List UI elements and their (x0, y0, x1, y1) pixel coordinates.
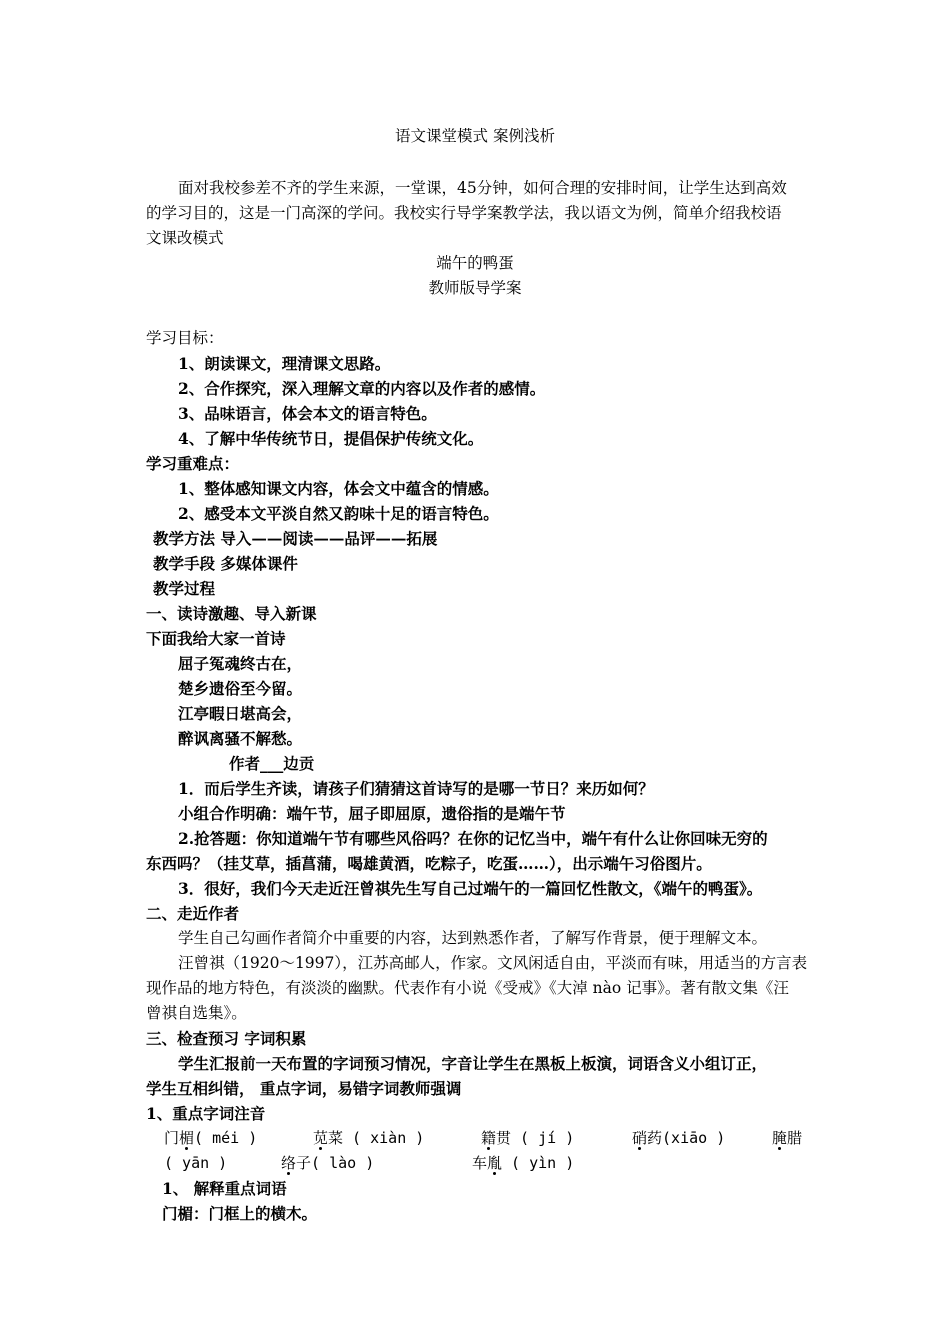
pinyin-reading: ( méi ) (194, 1129, 258, 1147)
goal-item: 3、品味语言，体会本文的语言特色。 (178, 404, 437, 423)
section-2-line: 学生自己勾画作者简介中重要的内容，达到熟悉作者，了解写作背景，便于理解文本。 (178, 929, 768, 947)
pinyin-item-xiancai (313, 1126, 424, 1151)
section-2-line: 汪曾祺（1920～1997），江苏高邮人，作家。文风闲适自由，平淡而有味，用适当的方言表 (178, 954, 808, 972)
pinyin-reading: 腊 (787, 1129, 803, 1147)
pinyin-item-cheyin (472, 1151, 574, 1176)
pinyin-char: 车 (472, 1154, 488, 1172)
explain-line: 门楣：门框上的横木。 (162, 1204, 318, 1223)
section-1-item: 小组合作明确：端午节，屈子即屈原，遗俗指的是端午节 (178, 804, 566, 823)
goals-heading: 学习目标： (146, 329, 224, 347)
teaching-process: 教学过程 (153, 579, 216, 598)
emphasis-dot (287, 1172, 290, 1175)
pinyin-item-jiguan (481, 1126, 574, 1151)
poem-author: 作者___边贡 (229, 754, 315, 773)
pinyin-item-yan-reading: ( yān ) (164, 1154, 228, 1172)
poem-line: 屈子冤魂终古在， (178, 654, 303, 673)
section-3-heading: 三、检查预习 字词积累 (146, 1029, 307, 1048)
pinyin-reading: 贯 ( jí ) (496, 1129, 575, 1147)
poem-line: 醉讽离骚不解愁。 (178, 729, 303, 748)
pinyin-reading: 菜 ( xiàn ) (328, 1129, 425, 1147)
subsection-pronunciation-heading: 1、重点字词注音 (146, 1104, 266, 1123)
teaching-means: 教学手段 多媒体课件 (153, 554, 298, 573)
document-title: 语文课堂模式 案例浅析 (395, 127, 555, 145)
section-1-item: 1．而后学生齐读，请孩子们猜猜这首诗写的是哪一节日？来历如何？ (178, 779, 654, 798)
pinyin-item-yanla (772, 1126, 802, 1151)
pinyin-reading: ( yìn ) (502, 1154, 575, 1172)
pinyin-reading: 子( lào ) (296, 1154, 375, 1172)
section-1-item: 东西吗？（挂艾草，插菖蒲，喝雄黄酒，吃粽子，吃蛋……），出示端午习俗图片。 (146, 854, 712, 873)
section-2-line: 现作品的地方特色，有淡淡的幽默。代表作有小说《受戒》《大淖 nào 记事》。著有散文集《汪 (146, 979, 789, 997)
emphasis-dot (638, 1147, 641, 1150)
intro-line-1: 面对我校参差不齐的学生来源，一堂课，45分钟，如何合理的安排时间，让学生达到高效 (178, 179, 787, 197)
pinyin-dotted-char: 胤 (487, 1154, 503, 1172)
pinyin-dotted-char: 硝 (632, 1129, 648, 1147)
subsection-explain-heading: 1、 解释重点词语 (162, 1179, 287, 1198)
goal-item: 1、朗读课文，理清课文思路。 (178, 354, 391, 373)
emphasis-dot (493, 1172, 496, 1175)
key-point: 2、感受本文平淡自然又韵味十足的语言特色。 (178, 504, 499, 523)
intro-line-3: 文课改模式 (146, 229, 224, 247)
section-1-item: 3．很好，我们今天走近汪曾祺先生写自己过端午的一篇回忆性散文，《端午的鸭蛋》。 (178, 879, 763, 898)
goal-item: 4、了解中华传统节日，提倡保护传统文化。 (178, 429, 484, 448)
emphasis-dot (778, 1147, 781, 1150)
pinyin-item-meilin (164, 1126, 257, 1151)
pinyin-dotted-char: 苋 (313, 1129, 329, 1147)
key-heading: 学习重难点： (146, 454, 240, 473)
lesson-title: 端午的鸭蛋 (436, 254, 514, 272)
section-2-heading: 二、走近作者 (146, 904, 240, 923)
poem-line: 江亭暇日堪高会， (178, 704, 303, 723)
pinyin-reading: 药(xiāo ) (647, 1129, 726, 1147)
pinyin-item-laozi (281, 1151, 374, 1176)
emphasis-dot (185, 1147, 188, 1150)
section-1-heading: 一、读诗激趣、导入新课 (146, 604, 317, 623)
section-1-item: 2.抢答题：你知道端午节有哪些风俗吗？在你的记忆当中，端午有什么让你回味无穷的 (178, 829, 768, 848)
emphasis-dot (319, 1147, 322, 1150)
poem-line: 楚乡遗俗至今留。 (178, 679, 303, 698)
teaching-method: 教学方法 导入——阅读——品评——拓展 (153, 529, 438, 548)
section-3-line: 学生互相纠错， 重点字词，易错字词教师强调 (146, 1079, 462, 1098)
section-1-intro: 下面我给大家一首诗 (146, 629, 286, 648)
key-point: 1、整体感知课文内容，体会文中蕴含的情感。 (178, 479, 499, 498)
pinyin-dotted-char: 腌 (772, 1129, 788, 1147)
emphasis-dot (487, 1147, 490, 1150)
pinyin-dotted-char: 楣 (179, 1129, 195, 1147)
section-3-line: 学生汇报前一天布置的字词预习情况，字音让学生在黑板上板演，词语含义小组订正， (178, 1054, 768, 1073)
pinyin-dotted-char: 籍 (481, 1129, 497, 1147)
intro-line-2: 的学习目的，这是一门高深的学问。我校实行导学案教学法，我以语文为例，简单介绍我校语 (146, 204, 782, 222)
pinyin-item-xiaoyao (632, 1126, 725, 1151)
pinyin-dotted-char: 络 (281, 1154, 297, 1172)
section-2-line: 曾祺自选集》。 (146, 1004, 247, 1022)
lesson-subtitle: 教师版导学案 (428, 279, 522, 297)
pinyin-char: 门 (164, 1129, 180, 1147)
goal-item: 2、合作探究，深入理解文章的内容以及作者的感情。 (178, 379, 546, 398)
